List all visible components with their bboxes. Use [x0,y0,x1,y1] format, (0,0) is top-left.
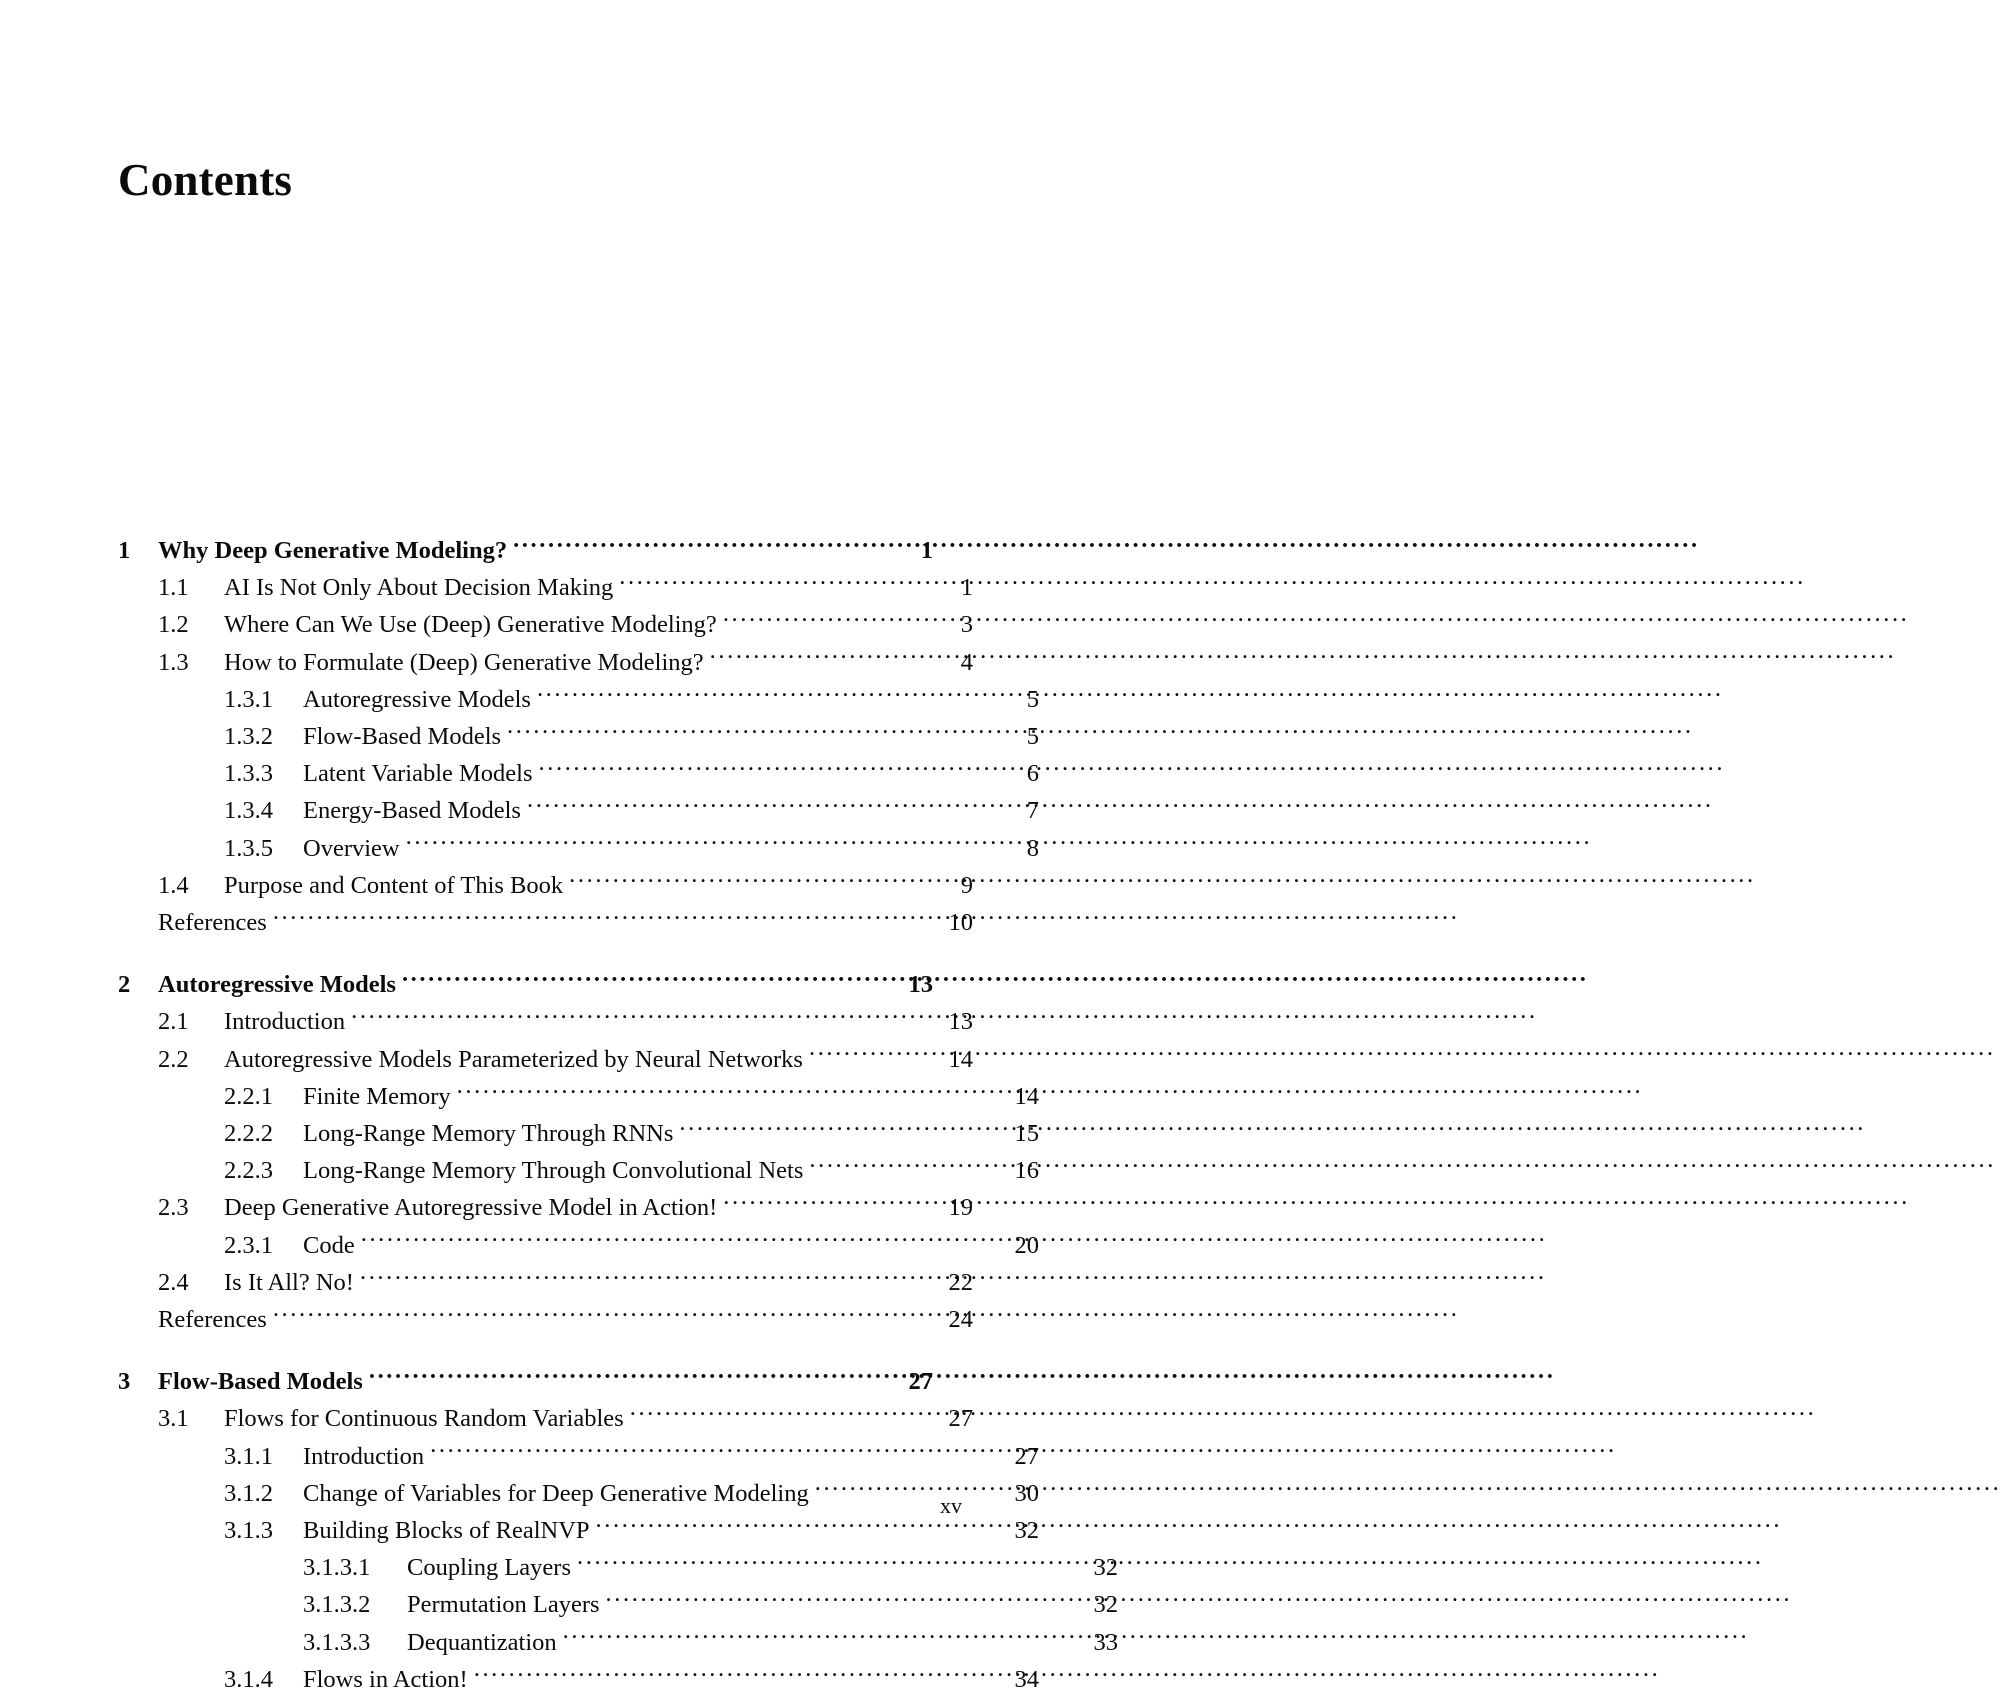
toc-entry-page-number: 13 [948,1008,973,1036]
toc-entry-page-number: 5 [1026,723,1039,751]
toc-entry-number: 1.3.4 [224,797,273,825]
toc-entry-page-number: 8 [1026,834,1039,862]
toc-entry-number: 3.1.4 [224,1665,273,1693]
toc-entry-number: 1.2 [158,611,189,639]
toc-entry-page-number: 10 [948,909,973,937]
toc-entry-number: 2 [118,971,131,999]
toc-chapter-group [118,532,1039,941]
toc-entry-page-number: 32 [1014,1517,1039,1545]
toc-entry-page-number: 24 [948,1306,973,1334]
toc-entry-label: Autoregressive Models [303,685,531,713]
toc-entry-label: Long-Range Memory Through RNNs [303,1120,674,1148]
dot-leader [723,608,905,633]
toc-entry-label: Finite Memory [303,1082,451,1110]
folio-page-number: xv [940,1493,962,1518]
toc-entry-page-number: 13 [908,971,933,999]
dot-leader [539,757,971,782]
toc-entry-page-number: 14 [948,1045,973,1073]
dot-leader [710,645,905,670]
toc-entry-number: 3 [118,1368,131,1396]
dot-leader [402,968,865,993]
toc-entry-label: Autoregressive Models [158,971,396,999]
toc-entry-number: 3.1.1 [224,1442,273,1470]
dot-leader [809,1154,971,1179]
toc-entry-page-number: 14 [1014,1082,1039,1110]
dot-leader [360,1265,905,1290]
toc-entry-number: 2.3 [158,1194,189,1222]
toc-entry[interactable] [118,1301,973,1338]
toc-entry-page-number: 32 [1093,1591,1118,1619]
toc-entry-number: 1.3.5 [224,834,273,862]
toc-chapter-group [118,966,1039,1338]
toc-entry-number: 3.1.3.2 [303,1591,371,1619]
page-title: Contents [118,155,293,206]
toc-entry[interactable] [118,1661,1039,1698]
dot-leader [527,794,971,819]
toc-entry-label: Building Blocks of RealNVP [303,1517,590,1545]
toc-entry-number: 3.1.3.3 [303,1628,371,1656]
dot-leader [406,831,971,856]
toc-entry-label: Is It All? No! [224,1268,354,1296]
toc-entry-label: Code [303,1231,355,1259]
dot-leader [679,1117,971,1142]
toc-entry-page-number: 5 [1026,685,1039,713]
toc-entry[interactable] [118,904,973,941]
dot-leader [606,1588,1050,1613]
dot-leader [630,1402,905,1427]
toc-entry-number: 1.1 [158,574,189,602]
dot-leader [577,1551,1050,1576]
toc-entry-label: Introduction [303,1442,425,1470]
toc-entry-label: Autoregressive Models Parameterized by Neural Networks [224,1045,803,1073]
toc-entry-number: 2.2.2 [224,1120,273,1148]
toc-entry-page-number: 27 [948,1405,973,1433]
toc-entry-label: Flow-Based Models [303,723,502,751]
dot-leader [474,1662,971,1687]
toc-entry-label: AI Is Not Only About Decision Making [224,574,614,602]
toc-entry-number: 2.2 [158,1045,189,1073]
dot-leader [273,906,905,931]
dot-leader [723,1191,905,1216]
toc-entry-page-number: 6 [1026,760,1039,788]
dot-leader [430,1439,971,1464]
toc-entry-page-number: 3 [960,611,973,639]
toc-entry-page-number: 27 [1014,1442,1039,1470]
dot-leader [809,1042,905,1067]
toc-entry-page-number: 15 [1014,1120,1039,1148]
toc-entry-number: 1.3 [158,648,189,676]
toc-entry-page-number: 7 [1026,797,1039,825]
toc-entry-label: Introduction [224,1008,346,1036]
toc-entry-number: 2.4 [158,1268,189,1296]
dot-leader [596,1514,971,1539]
toc-entry-page-number: 16 [1014,1157,1039,1185]
toc-entry-page-number: 22 [948,1268,973,1296]
toc-entry-number: 2.2.1 [224,1082,273,1110]
toc-entry-label: Latent Variable Models [303,760,533,788]
toc-entry-page-number: 19 [948,1194,973,1222]
toc-entry-label: References [158,909,267,937]
toc-entry-label: Flows for Continuous Random Variables [224,1405,624,1433]
toc-entry-number: 1.4 [158,871,189,899]
dot-leader [369,1365,865,1390]
toc-entry-label: Flows in Action! [303,1665,468,1693]
toc-entry-label: Change of Variables for Deep Generative Modeling [303,1479,809,1507]
toc-entry-label: Long-Range Memory Through Convolutional Nets [303,1157,804,1185]
dot-leader [351,1005,905,1030]
toc-entry-label: Coupling Layers [407,1554,571,1582]
toc-entry-label: Why Deep Generative Modeling? [158,537,508,564]
toc-entry-label: Purpose and Content of This Book [224,871,564,899]
toc-entry-label: References [158,1306,267,1334]
toc-entry-page-number: 4 [960,648,973,676]
dot-leader [537,682,971,707]
dot-leader [569,868,905,893]
toc-entry-number: 3.1.3.1 [303,1554,371,1582]
toc-entry-number: 2.2.3 [224,1157,273,1185]
toc-entry-page-number: 30 [1014,1479,1039,1507]
toc-entry-number: 1 [118,537,131,564]
toc-entry-number: 3.1 [158,1405,189,1433]
toc-entry-number: 2.1 [158,1008,189,1036]
toc-entry-label: Flow-Based Models [158,1368,363,1396]
toc-entry-number: 3.1.3 [224,1517,273,1545]
dot-leader [507,720,971,745]
toc-entry-page-number: 34 [1014,1665,1039,1693]
toc-entry-label: Overview [303,834,400,862]
toc-entry-page-number: 33 [1093,1628,1118,1656]
toc-entry-page-number: 27 [908,1368,933,1396]
toc-entry-label: How to Formulate (Deep) Generative Modeling? [224,648,704,676]
dot-leader [361,1228,971,1253]
toc-entry-number: 1.3.2 [224,723,273,751]
toc-entry-label: Dequantization [407,1628,557,1656]
toc-entry-label: Where Can We Use (Deep) Generative Modeling? [224,611,717,639]
dot-leader [273,1303,905,1328]
toc-entry-label: Permutation Layers [407,1591,600,1619]
toc-entry-number: 2.3.1 [224,1231,273,1259]
dot-leader [563,1625,1050,1650]
dot-leader [619,571,905,596]
toc-entry-label: Deep Generative Autoregressive Model in Action! [224,1194,718,1222]
toc-entry-number: 1.3.3 [224,760,273,788]
toc-entry-page-number: 1 [960,574,973,602]
toc-entry-page-number: 9 [960,871,973,899]
toc-entry-page-number: 20 [1014,1231,1039,1259]
dot-leader [457,1079,971,1104]
dot-leader [513,534,865,559]
toc-entry-page-number: 32 [1093,1554,1118,1582]
toc-entry-number: 1.3.1 [224,685,273,713]
toc-entry-label: Energy-Based Models [303,797,521,825]
toc-entry-number: 3.1.2 [224,1479,273,1507]
toc-entry-page-number: 1 [920,537,933,564]
